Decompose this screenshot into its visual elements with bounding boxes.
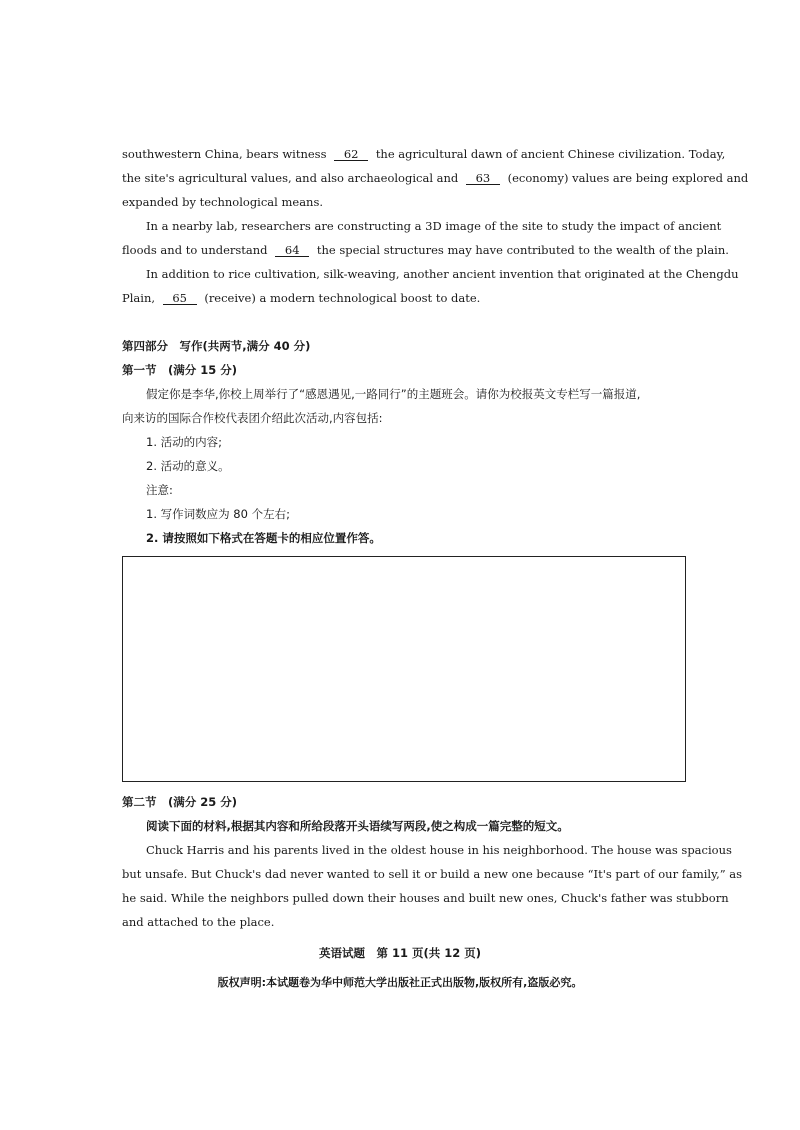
note-item-1: 1. 写作词数应为 80 个左右; [146, 507, 290, 521]
passage-text: (receive) a modern technological boost to date. [204, 291, 481, 305]
passage-line-2 [122, 170, 749, 186]
passage-text: Plain, [122, 291, 156, 305]
part4-heading: 第四部分 写作(共两节,满分 40 分) [122, 339, 311, 353]
passage-text: southwestern China, bears witness [122, 147, 327, 161]
story-line-1: Chuck Harris and his parents lived in the oldest house in his neighborhood. The house was spacious [146, 843, 732, 857]
passage-line-5 [122, 242, 729, 258]
section2-heading: 第二节 (满分 25 分) [122, 795, 238, 809]
copyright-notice: 版权声明:本试题卷为华中师范大学出版社正式出版物,版权所有,盗版必究。 [217, 976, 583, 989]
passage-text: the agricultural dawn of ancient Chinese civilization. Today, [375, 147, 726, 161]
note-item-2: 2. 请按照如下格式在答题卡的相应位置作答。 [146, 531, 381, 545]
passage-line-7 [122, 290, 686, 306]
section1-prompt-line-2: 向来访的国际合作校代表团介绍此次活动,内容包括: [122, 411, 383, 425]
passage-text: the special structures may have contributed to the wealth of the plain. [316, 243, 729, 257]
passage-line-1 [122, 146, 726, 162]
blank-64: 64 [275, 244, 309, 257]
answer-format-box [122, 556, 686, 782]
blank-65: 65 [163, 292, 197, 305]
story-line-3: he said. While the neighbors pulled down their houses and built new ones, Chuck's father was stubborn [122, 891, 729, 905]
content-item-1: 1. 活动的内容; [146, 435, 223, 449]
blank-62: 62 [334, 148, 368, 161]
blank-63: 63 [466, 172, 500, 185]
section2-instruction: 阅读下面的材料,根据其内容和所给段落开头语续写两段,使之构成一篇完整的短文。 [146, 819, 569, 833]
story-line-4: and attached to the place. [122, 915, 275, 929]
passage-line-6: In addition to rice cultivation, silk-weaving, another ancient invention that originated at the Chengdu [146, 267, 739, 281]
note-label: 注意: [146, 483, 173, 497]
section1-heading: 第一节 (满分 15 分) [122, 363, 238, 377]
story-line-2: but unsafe. But Chuck's dad never wanted to sell it or build a new one because “It's part of our family,” as [122, 867, 743, 881]
section1-prompt-line-1: 假定你是李华,你校上周举行了“感恩遇见,一路同行”的主题班会。请你为校报英文专栏写一篇报道, [146, 387, 641, 401]
passage-text: the site's agricultural values, and also archaeological and [122, 171, 459, 185]
passage-line-4: In a nearby lab, researchers are constructing a 3D image of the site to study the impact of ancient [146, 219, 722, 233]
passage-line-3: expanded by technological means. [122, 195, 324, 209]
passage-text: floods and to understand [122, 243, 268, 257]
content-item-2: 2. 活动的意义。 [146, 459, 230, 473]
passage-text: (economy) values are being explored and [507, 171, 749, 185]
page-footer-title: 英语试题 第 11 页(共 12 页) [318, 946, 482, 960]
